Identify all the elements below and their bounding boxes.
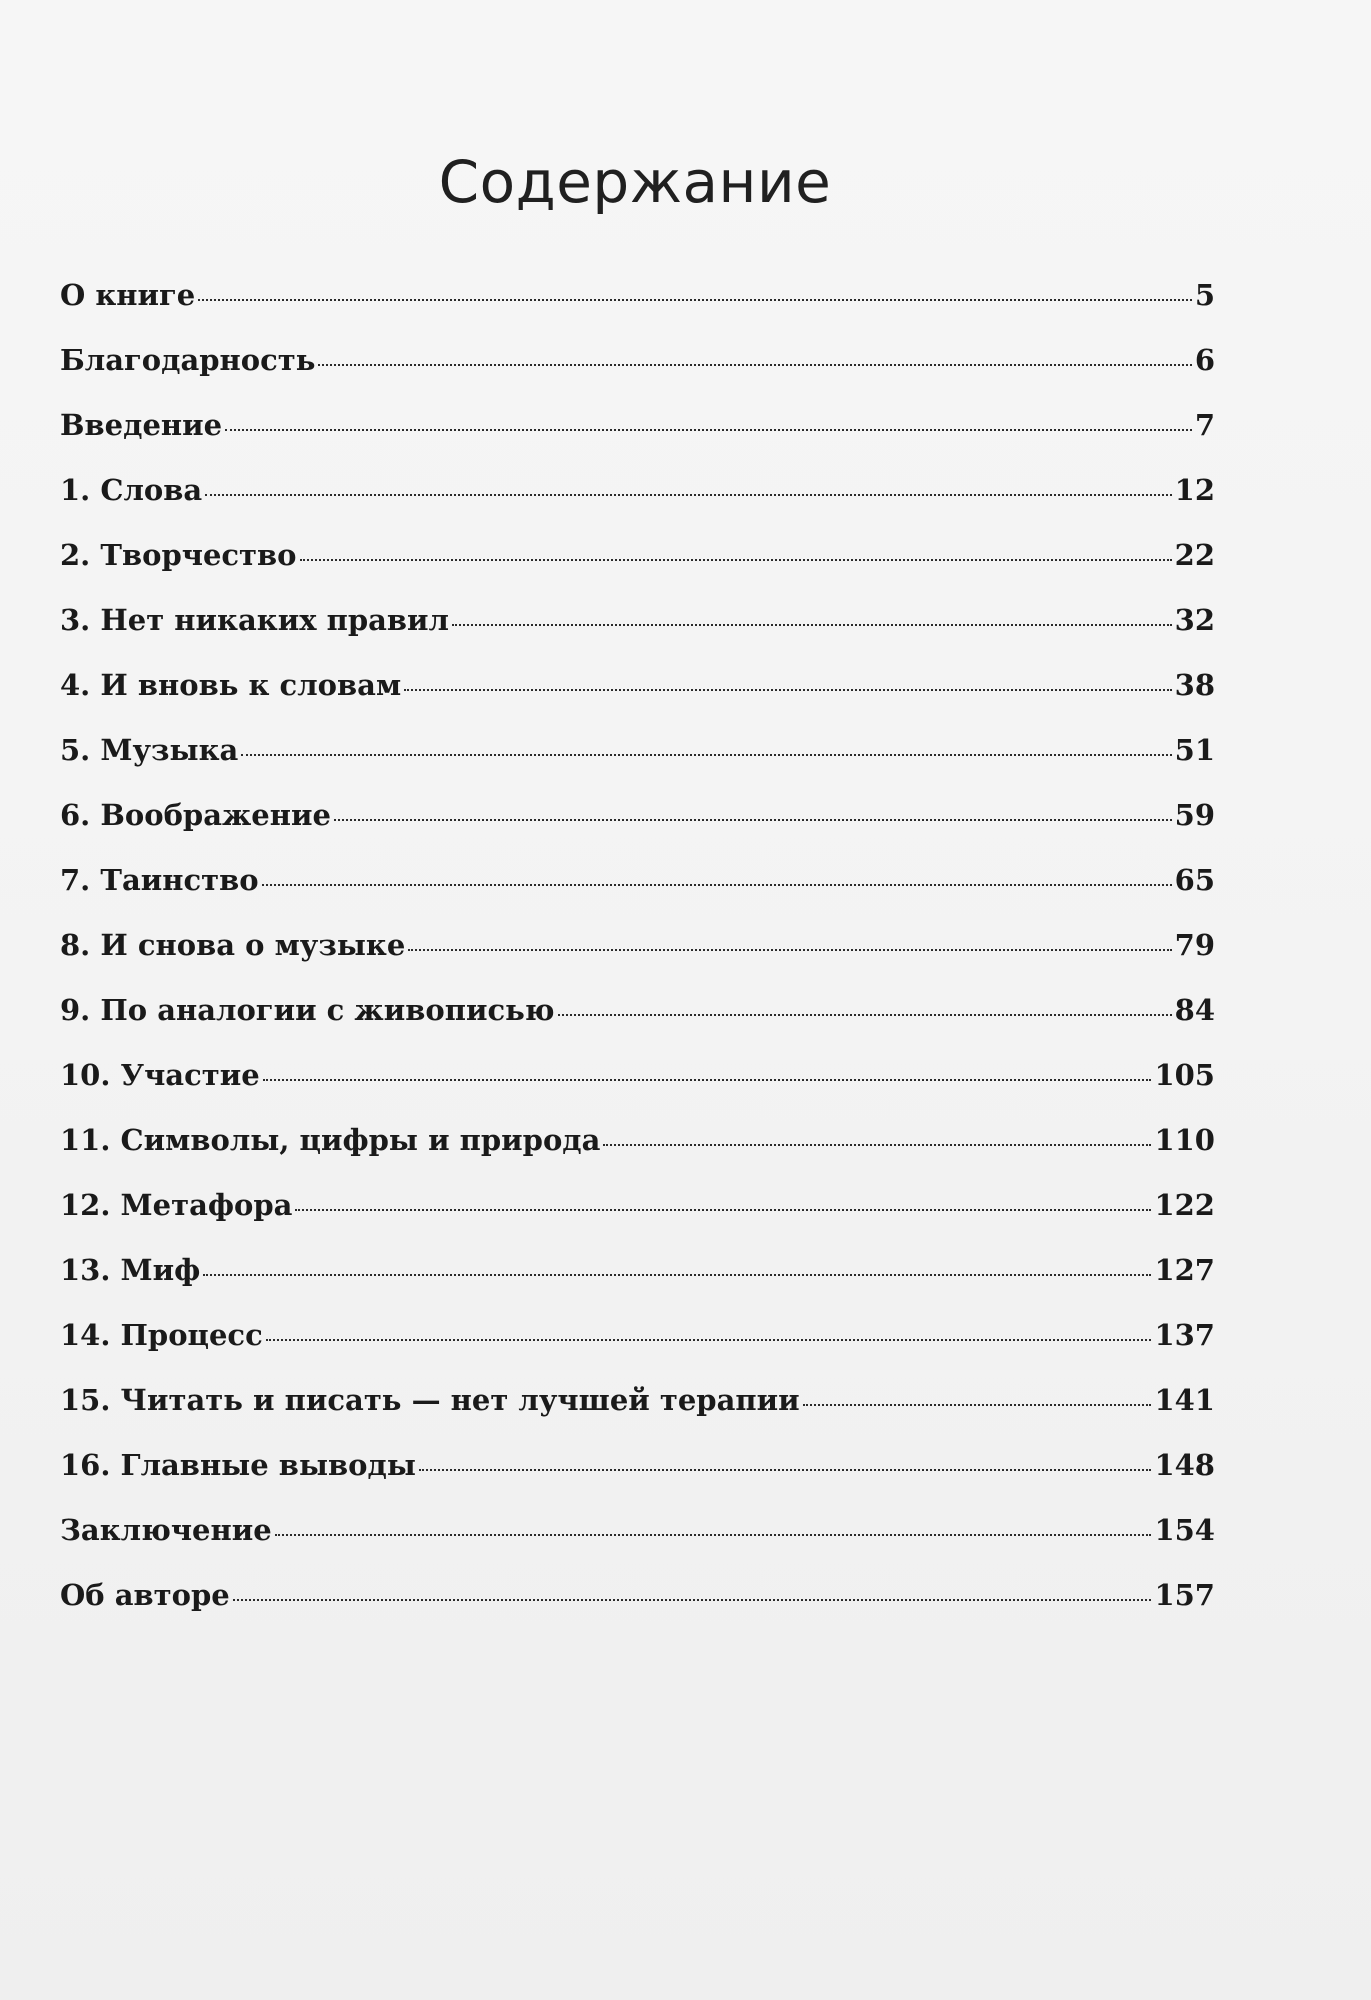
toc-entry-title: 4. И вновь к словам — [60, 668, 402, 702]
toc-entry — [60, 1253, 1215, 1318]
toc-entry-title: 12. Метафора — [60, 1188, 293, 1222]
dot-leader — [603, 1144, 1151, 1146]
dot-leader — [262, 884, 1172, 886]
dot-leader — [295, 1209, 1151, 1211]
dot-leader — [408, 949, 1171, 951]
toc-entry-title: 6. Воображение — [60, 798, 331, 832]
toc-entry-page: 6 — [1194, 343, 1215, 377]
dot-leader — [404, 689, 1172, 691]
toc-entry — [60, 993, 1215, 1058]
toc-entry-title: 11. Символы, цифры и природа — [60, 1123, 601, 1157]
toc-entry-title: Заключение — [60, 1513, 272, 1547]
dot-leader — [334, 819, 1172, 821]
toc-entry-title: 3. Нет никаких правил — [60, 603, 449, 637]
toc-entry — [60, 343, 1215, 408]
toc-entry — [60, 603, 1215, 668]
toc-entry-page: 51 — [1174, 733, 1215, 767]
toc-entry — [60, 1578, 1215, 1643]
dot-leader — [233, 1599, 1152, 1601]
dot-leader — [225, 429, 1192, 431]
toc-entry-page: 59 — [1174, 798, 1215, 832]
toc-entry-title: 2. Творчество — [60, 538, 297, 572]
toc-entry-page: 65 — [1174, 863, 1215, 897]
toc-entry-title: 8. И снова о музыке — [60, 928, 406, 962]
toc-entry-page: 127 — [1154, 1253, 1215, 1287]
dot-leader — [803, 1404, 1152, 1406]
page-title: Содержание — [438, 148, 832, 216]
toc-entry — [60, 1123, 1215, 1188]
toc-entry — [60, 278, 1215, 343]
toc-entry-page: 22 — [1174, 538, 1215, 572]
toc-entry-title: Благодарность — [60, 343, 316, 377]
toc-entry-title: 7. Таинство — [60, 863, 259, 897]
toc-entry-title: 9. По аналогии с живописью — [60, 993, 555, 1027]
toc-entry-title: 16. Главные выводы — [60, 1448, 416, 1482]
dot-leader — [266, 1339, 1152, 1341]
toc-entry-page: 110 — [1154, 1123, 1215, 1157]
toc-entry — [60, 863, 1215, 928]
toc-entry-page: 105 — [1154, 1058, 1215, 1092]
toc-entry — [60, 928, 1215, 993]
toc-entry-title: 10. Участие — [60, 1058, 260, 1092]
dot-leader — [198, 299, 1192, 301]
dot-leader — [205, 494, 1171, 496]
toc-entry — [60, 1318, 1215, 1383]
toc-entry-title: 15. Читать и писать — нет лучшей терапии — [60, 1383, 800, 1417]
toc-entry-title: 14. Процесс — [60, 1318, 263, 1352]
toc-entry-page: 7 — [1194, 408, 1215, 442]
dot-leader — [203, 1274, 1151, 1276]
toc-entry-title: 1. Слова — [60, 473, 203, 507]
toc-entry-page: 137 — [1154, 1318, 1215, 1352]
table-of-contents — [60, 278, 1215, 1643]
toc-entry — [60, 1383, 1215, 1448]
dot-leader — [318, 364, 1191, 366]
toc-entry-title: Введение — [60, 408, 223, 442]
toc-entry-page: 157 — [1154, 1578, 1215, 1612]
toc-entry-page: 141 — [1154, 1383, 1215, 1417]
toc-entry-page: 84 — [1174, 993, 1215, 1027]
toc-entry-title: Об авторе — [60, 1578, 230, 1612]
toc-entry — [60, 408, 1215, 473]
toc-entry-title: 13. Миф — [60, 1253, 201, 1287]
toc-entry-page: 148 — [1154, 1448, 1215, 1482]
toc-entry-page: 5 — [1194, 278, 1215, 312]
toc-entry — [60, 1188, 1215, 1253]
dot-leader — [300, 559, 1172, 561]
dot-leader — [419, 1469, 1152, 1471]
toc-entry — [60, 733, 1215, 798]
toc-entry — [60, 1058, 1215, 1123]
toc-entry — [60, 668, 1215, 733]
toc-entry-page: 122 — [1154, 1188, 1215, 1222]
toc-entry — [60, 538, 1215, 603]
toc-entry-title: 5. Музыка — [60, 733, 239, 767]
toc-entry-page: 32 — [1174, 603, 1215, 637]
toc-entry — [60, 1513, 1215, 1578]
toc-entry — [60, 798, 1215, 863]
dot-leader — [558, 1014, 1172, 1016]
dot-leader — [452, 624, 1172, 626]
toc-entry — [60, 1448, 1215, 1513]
toc-entry-page: 38 — [1174, 668, 1215, 702]
toc-entry — [60, 473, 1215, 538]
toc-entry-title: О книге — [60, 278, 196, 312]
toc-entry-page: 12 — [1174, 473, 1215, 507]
toc-entry-page: 154 — [1154, 1513, 1215, 1547]
dot-leader — [263, 1079, 1152, 1081]
toc-entry-page: 79 — [1174, 928, 1215, 962]
dot-leader — [241, 754, 1171, 756]
dot-leader — [275, 1534, 1152, 1536]
